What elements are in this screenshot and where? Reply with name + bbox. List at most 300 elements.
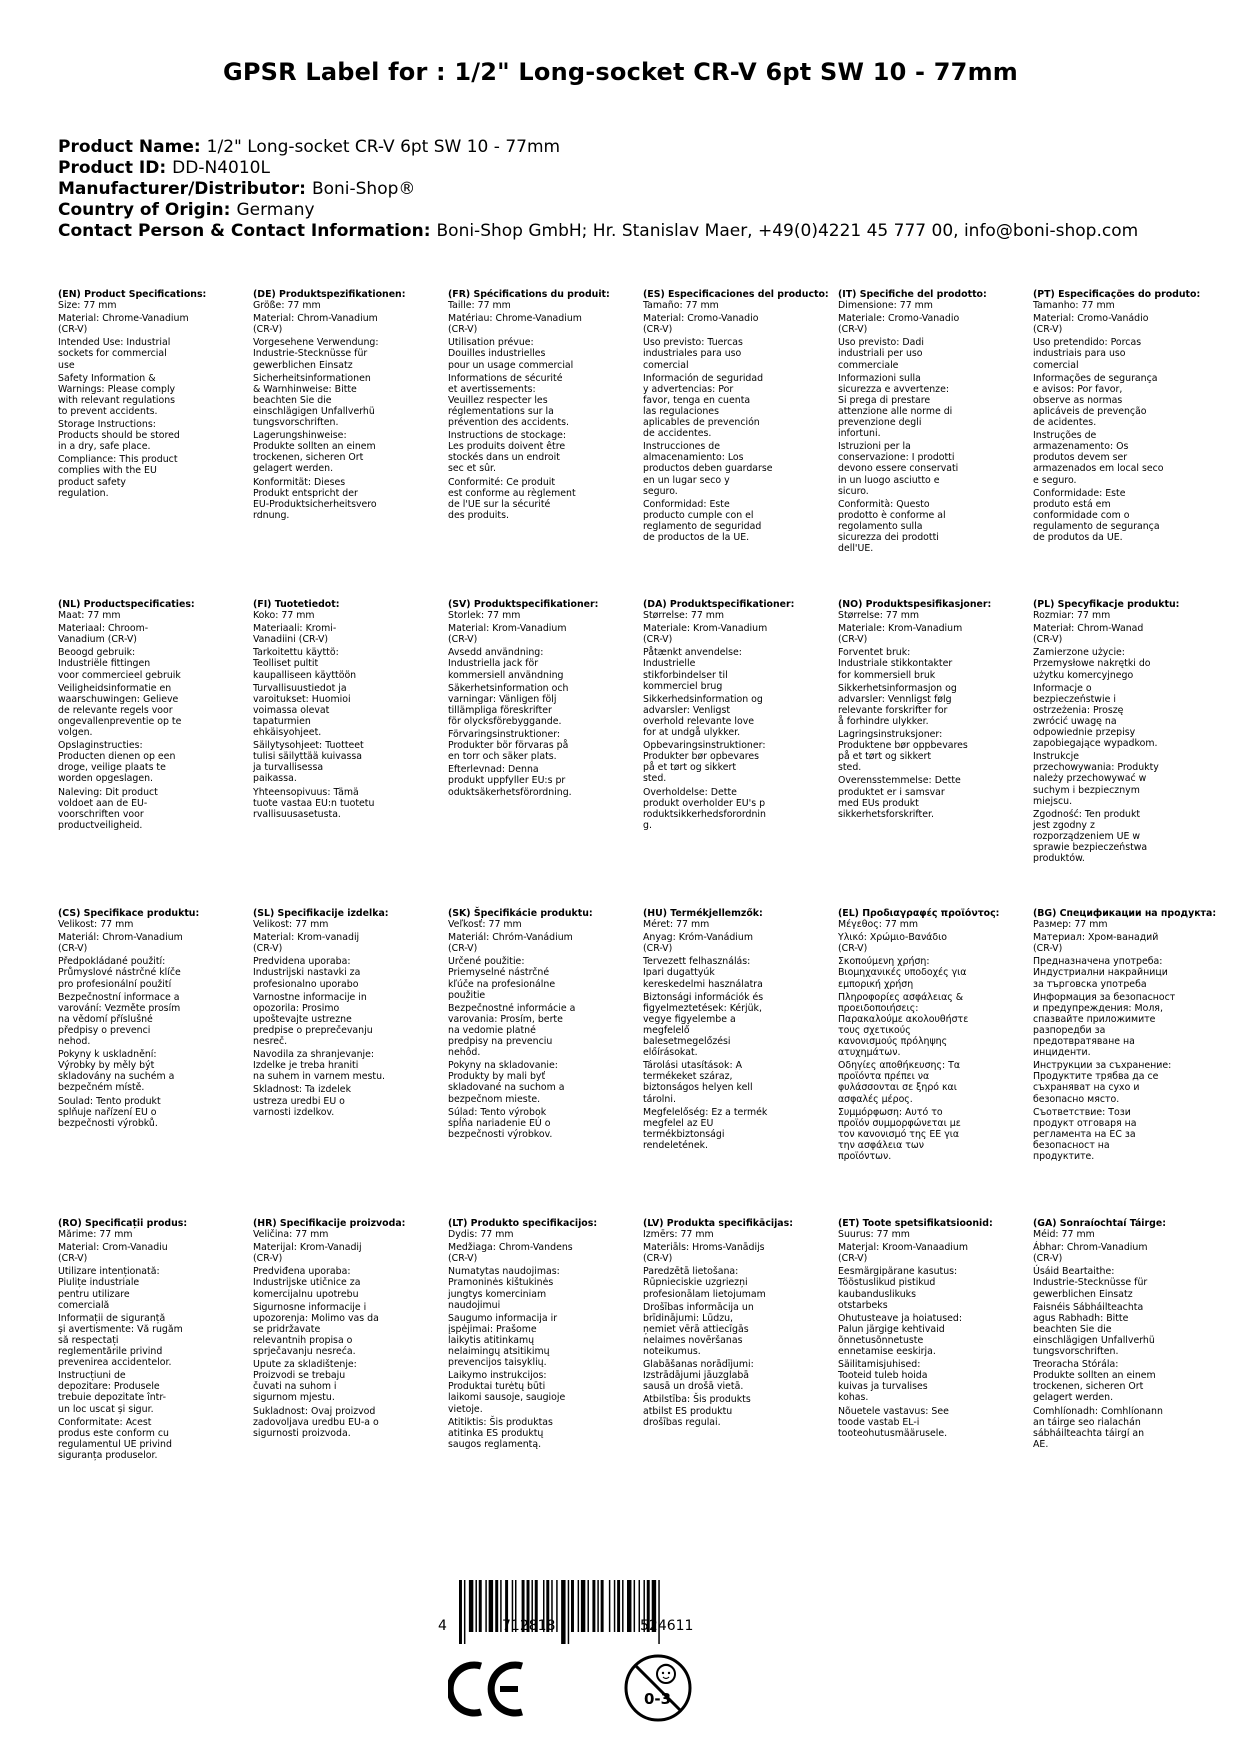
spec-line: producto cumple con el xyxy=(643,509,754,521)
spec-line: en torr och säker plats. xyxy=(448,751,557,763)
spec-line: kuivas ja turvalises xyxy=(838,1381,928,1393)
spec-line: in a dry, safe place. xyxy=(58,441,151,453)
spec-line: разпоредби за xyxy=(1033,1024,1106,1036)
spec-line: armazenamento: Os xyxy=(1033,441,1129,453)
spec-line: Предназначена употреба: xyxy=(1033,956,1163,968)
spec-line: Produktene bør oppbevares xyxy=(838,740,968,752)
spec-line: ņemiet vērā attiecīgās xyxy=(643,1323,749,1335)
spec-line: otstarbeks xyxy=(838,1299,888,1311)
spec-line: Säilitamisjuhised: xyxy=(838,1359,921,1371)
product-id-row xyxy=(58,158,1138,179)
spec-line: ongevallenpreventie op te xyxy=(58,715,182,727)
contact-label: Contact Person & Contact Information: xyxy=(58,221,431,241)
spec-line: atitinka ES produktų xyxy=(448,1427,544,1439)
spec-line: Uso previsto: Dadi xyxy=(838,337,924,349)
spec-line: kaubanduslikuks xyxy=(838,1288,916,1300)
spec-line: Tööstuslikud pistikud xyxy=(838,1277,936,1289)
spec-line: Sicherheitsinformationen xyxy=(253,372,371,384)
spec-line: Mărime: 77 mm xyxy=(58,1229,133,1241)
spec-line: komercijalnu upotrebu xyxy=(253,1288,359,1300)
spec-line: prévention des accidents. xyxy=(448,417,570,429)
spec-line: Produkte sollten an einem xyxy=(253,441,376,453)
spec-line: Vorgesehene Verwendung: xyxy=(253,337,379,349)
spec-line: des produits. xyxy=(448,509,509,521)
age-warning-text: 0-3 xyxy=(644,1690,672,1708)
spec-line: продуктите. xyxy=(1033,1150,1095,1162)
spec-line: Produkter bør opbevares xyxy=(643,751,759,763)
spec-line: biztonságos helyen kell xyxy=(643,1082,753,1094)
spec-line: Vanadium (CR-V) xyxy=(58,634,137,646)
spec-line: for at undgå ulykker. xyxy=(643,727,741,739)
spec-line: (CR-V) xyxy=(448,634,478,646)
spec-line: Teolliset pultit xyxy=(253,658,319,670)
spec-line: προϊόντα πρέπει να xyxy=(838,1071,930,1083)
spec-line: bezpečnosti výrobků. xyxy=(58,1117,158,1129)
spec-line: sigurnom mjestu. xyxy=(253,1392,335,1404)
spec-block-header: (FR) Spécifications du produit: xyxy=(448,289,610,300)
spec-line: (CR-V) xyxy=(253,1253,283,1265)
spec-block-sl xyxy=(253,908,431,1118)
spec-line: de acidentes. xyxy=(1033,417,1097,429)
spec-line: Tarkoitettu käyttö: xyxy=(253,647,339,659)
spec-line: nesreč. xyxy=(253,1036,288,1048)
spec-line: (CR-V) xyxy=(58,324,88,336)
product-info xyxy=(58,137,1138,242)
spec-block-header: (EL) Προδιαγραφές προϊόντος: xyxy=(838,908,1000,919)
spec-line: Materiāls: Hroms-Vanādijs xyxy=(643,1242,765,1254)
spec-line: rendeletének. xyxy=(643,1139,709,1151)
spec-line: (CR-V) xyxy=(838,943,868,955)
spec-block-en xyxy=(58,289,236,499)
spec-block-ro xyxy=(58,1218,236,1461)
spec-line: produtos devem ser xyxy=(1033,452,1128,464)
spec-line: Pokyny na skladovanie: xyxy=(448,1060,558,1072)
spec-block-lv xyxy=(643,1218,821,1428)
spec-line: τον κανονισμό της ΕΕ για xyxy=(838,1128,960,1140)
spec-line: Bezpečnostní informace a xyxy=(58,991,180,1003)
spec-line: en un lugar seco y xyxy=(643,474,730,486)
spec-line: Úsáid Beartaithe: xyxy=(1033,1266,1115,1278)
spec-block-header: (HU) Termékjellemzők: xyxy=(643,908,763,919)
spec-line: kohas. xyxy=(838,1392,869,1404)
spec-line: agus Rabhadh: Bitte xyxy=(1033,1312,1129,1324)
barcode-bar xyxy=(568,1580,569,1644)
spec-line: προϊόν συμμορφώνεται με xyxy=(838,1117,961,1129)
barcode-left-group: 712818 xyxy=(502,1618,556,1634)
spec-block-header: (EN) Product Specifications: xyxy=(58,289,207,300)
spec-line: (CR-V) xyxy=(58,943,88,955)
spec-line: Velikost: 77 mm xyxy=(58,919,134,931)
spec-line: de produtos da UE. xyxy=(1033,531,1123,543)
spec-line: Storlek: 77 mm xyxy=(448,610,521,622)
spec-line: regulamento de segurança xyxy=(1033,520,1160,532)
spec-line: (CR-V) xyxy=(643,324,673,336)
spec-line: un loc uscat și sigur. xyxy=(58,1403,154,1415)
spec-line: waarschuwingen: Gelieve xyxy=(58,693,179,705)
spec-line: за търговска употреба xyxy=(1033,978,1147,990)
spec-line: voimassa olevat xyxy=(253,704,330,716)
spec-line: спазвайте приложимите xyxy=(1033,1013,1156,1025)
spec-line: upoštevajte ustrezne xyxy=(253,1013,352,1025)
spec-line: seguro. xyxy=(643,485,678,497)
spec-line: las regulaciones xyxy=(643,405,719,417)
spec-line: Съответствие: Този xyxy=(1033,1106,1131,1118)
spec-line: Materiál: Chrom-Vanadium xyxy=(58,932,183,944)
spec-line: Conformidade: Este xyxy=(1033,487,1126,499)
spec-line: Säilytysohjeet: Tuotteet xyxy=(253,740,364,752)
barcode-right-group: 524611 xyxy=(640,1618,694,1634)
spec-block-header: (BG) Спецификации на продукта: xyxy=(1033,908,1217,919)
spec-line: Förvaringsinstruktioner: xyxy=(448,729,561,741)
spec-line: Numatytas naudojimas: xyxy=(448,1266,560,1278)
barcode-bar xyxy=(561,1580,565,1644)
spec-line: Conformité: Ce produit xyxy=(448,476,556,488)
spec-line: Dydis: 77 mm xyxy=(448,1229,514,1241)
spec-line: skladované na suchom a xyxy=(448,1082,565,1094)
spec-line: (CR-V) xyxy=(643,1253,673,1265)
spec-line: to prevent accidents. xyxy=(58,405,158,417)
spec-block-header: (DA) Produktspecifikationer: xyxy=(643,599,795,610)
spec-line: Megfelelőség: Ez a termék xyxy=(643,1106,768,1118)
spec-line: Drošības informācija un xyxy=(643,1301,754,1313)
spec-line: noteikumus. xyxy=(643,1346,701,1358)
spec-line: Materiaal: Chroom- xyxy=(58,623,149,635)
spec-line: să respectați xyxy=(58,1334,119,1346)
spec-line: Informacje o xyxy=(1033,682,1092,694)
spec-line: użytku komercyjnego xyxy=(1033,669,1134,681)
spec-line: predpisy na prevenciu xyxy=(448,1036,553,1048)
spec-line: õnnetusõnnetuste xyxy=(838,1334,924,1346)
spec-block-header: (NO) Produktspesifikasjoner: xyxy=(838,599,992,610)
spec-line: advarsler: Vennligst følg xyxy=(838,693,952,705)
spec-line: y advertencias: Por xyxy=(643,383,734,395)
spec-line: Información de seguridad xyxy=(643,372,764,384)
spec-line: profesionālam lietojumam xyxy=(643,1288,766,1300)
spec-line: Veiligheidsinformatie en xyxy=(58,682,172,694)
spec-block-header: (PT) Especificações do produto: xyxy=(1033,289,1201,300)
spec-line: Produkty by mali byť xyxy=(448,1071,546,1083)
spec-line: conservazione: I prodotti xyxy=(838,452,955,464)
spec-line: sockets for commercial xyxy=(58,348,167,360)
age-warning-icon xyxy=(622,1652,694,1724)
spec-line: Compliance: This product xyxy=(58,454,178,466)
spec-line: Industrie-Stecknüsse für xyxy=(1033,1277,1148,1289)
spec-block-hu xyxy=(643,908,821,1151)
spec-line: Opbevaringsinstruktioner: xyxy=(643,740,766,752)
spec-line: Výrobky by měly být xyxy=(58,1060,155,1072)
contact-row xyxy=(58,221,1138,242)
spec-line: de accidentes. xyxy=(643,428,712,440)
spec-line: Größe: 77 mm xyxy=(253,300,321,312)
spec-line: industriali per uso xyxy=(838,348,923,360)
spec-line: einschlägigen Unfallverhü xyxy=(253,405,375,417)
spec-line: Tamaño: 77 mm xyxy=(643,300,719,312)
spec-line: Materjal: Kroom-Vanaadium xyxy=(838,1242,968,1254)
spec-line: Industriale stikkontakter xyxy=(838,658,953,670)
spec-line: την ασφάλεια των xyxy=(838,1139,924,1151)
spec-line: se pridržavate xyxy=(253,1323,321,1335)
manufacturer-row xyxy=(58,179,1138,200)
spec-line: industriales para uso xyxy=(643,348,742,360)
spec-line: skladovány na suchém a xyxy=(58,1071,175,1083)
spec-line: sábháilteachta táirgí an xyxy=(1033,1427,1145,1439)
spec-line: (CR-V) xyxy=(838,634,868,646)
spec-line: regulation. xyxy=(58,487,109,499)
spec-line: kaupalliseen käyttöön xyxy=(253,669,357,681)
spec-line: Warnings: Please comply xyxy=(58,383,176,395)
spec-line: Douilles industrielles xyxy=(448,348,546,360)
spec-line: trockenen, sicheren Ort xyxy=(253,452,364,464)
spec-line: Størrelse: 77 mm xyxy=(643,610,725,622)
spec-line: atbilst ES produktu xyxy=(643,1405,733,1417)
spec-line: Tooteid tuleb hoida xyxy=(838,1370,928,1382)
spec-block-header: (SK) Špecifikácie produktu: xyxy=(448,908,593,919)
spec-block-header: (SL) Specifikacije izdelka: xyxy=(253,908,389,919)
spec-line: (CR-V) xyxy=(58,1253,88,1265)
spec-line: with relevant regulations xyxy=(58,394,176,406)
spec-line: de l'UE sur la sécurité xyxy=(448,498,551,510)
barcode-bar xyxy=(485,1580,486,1632)
spec-line: Tárolási utasítások: A xyxy=(643,1060,742,1072)
spec-line: Produkte sollten an einem xyxy=(1033,1370,1156,1382)
spec-line: Opslaginstructies: xyxy=(58,740,143,752)
spec-line: för olycksförebyggande. xyxy=(448,715,562,727)
spec-block-header: (PL) Specyfikacje produktu: xyxy=(1033,599,1180,610)
spec-block-header: (DE) Produktspezifikationen: xyxy=(253,289,406,300)
spec-line: tungsvorschriften. xyxy=(253,417,339,429)
spec-line: suchym i bezpiecznym xyxy=(1033,784,1140,796)
spec-line: Zamierzone użycie: xyxy=(1033,647,1125,659)
spec-line: stockés dans un endroit xyxy=(448,452,560,464)
spec-line: Proizvodi se trebaju xyxy=(253,1370,346,1382)
spec-line: Material: Chrome-Vanadium xyxy=(58,313,189,325)
product-name-row xyxy=(58,137,1138,158)
spec-line: Πληροφορίες ασφάλειας & xyxy=(838,991,964,1003)
spec-line: Informații de siguranță xyxy=(58,1312,166,1324)
spec-line: sigurnosti proizvoda. xyxy=(253,1427,351,1439)
spec-line: varování: Vezměte prosím xyxy=(58,1002,181,1014)
barcode-bar xyxy=(556,1580,557,1632)
spec-line: Инструкции за съхранение: xyxy=(1033,1060,1172,1072)
spec-line: Avsedd användning: xyxy=(448,647,544,659)
spec-line: upozorenja: Molimo vas da xyxy=(253,1312,379,1324)
spec-line: roduktsikkerhedsforordnin xyxy=(643,808,766,820)
spec-line: ehkäisyohjeet. xyxy=(253,727,322,739)
barcode-bar xyxy=(614,1580,615,1632)
spec-line: vegye figyelembe a xyxy=(643,1013,736,1025)
spec-line: (CR-V) xyxy=(448,1253,478,1265)
spec-line: kľúče na profesionálne xyxy=(448,978,556,990)
spec-line: comercial xyxy=(643,359,689,371)
spec-line: aplicables de prevención xyxy=(643,417,760,429)
barcode-bar xyxy=(469,1580,473,1632)
spec-line: ennetamise eeskirja. xyxy=(838,1346,936,1358)
spec-line: laikomi sausoje, saugioje xyxy=(448,1392,566,1404)
spec-line: (CR-V) xyxy=(1033,634,1063,646)
spec-line: Istruzioni per la xyxy=(838,441,911,453)
spec-line: Pramoninės kištukinės xyxy=(448,1277,554,1289)
spec-line: należy przechowywać w xyxy=(1033,773,1147,785)
spec-line: инциденти. xyxy=(1033,1047,1091,1059)
spec-line: Biztonsági információk és xyxy=(643,991,764,1003)
spec-line: odpowiednie przepisy xyxy=(1033,727,1136,739)
spec-line: de relevante regels voor xyxy=(58,704,173,716)
spec-line: ostrzeżenia: Proszę xyxy=(1033,704,1124,716)
spec-line: Izstrādājumi jāuzglabā xyxy=(643,1370,750,1382)
spec-block-el xyxy=(838,908,1016,1162)
spec-line: Méid: 77 mm xyxy=(1033,1229,1095,1241)
spec-line: Industrie-Stecknüsse für xyxy=(253,348,368,360)
spec-line: oduktsäkerhetsförordning. xyxy=(448,786,572,798)
spec-line: Υλικό: Χρώμιο-Βανάδιο xyxy=(838,932,947,944)
spec-line: est conforme au règlement xyxy=(448,487,576,499)
origin-label: Country of Origin: xyxy=(58,200,231,220)
spec-line: Turvallisuustiedot ja xyxy=(253,682,347,694)
spec-line: Predviđena uporaba: xyxy=(253,1266,351,1278)
spec-line: gelagert werden. xyxy=(1033,1392,1114,1404)
spec-line: φυλάσσονται σε ξηρό και xyxy=(838,1082,957,1094)
spec-line: jungtys komerciniam xyxy=(448,1288,547,1300)
spec-line: Products should be stored xyxy=(58,430,180,442)
spec-line: prevenirea accidentelor. xyxy=(58,1357,172,1369)
origin-row xyxy=(58,200,1138,221)
spec-block-bg xyxy=(1033,908,1217,1162)
spec-line: tapaturmien xyxy=(253,715,311,727)
spec-line: pour un usage commercial xyxy=(448,359,574,371)
spec-line: Säkerhetsinformation och xyxy=(448,682,569,694)
spec-line: Material: Krom-vanadij xyxy=(253,932,360,944)
spec-line: na vědomí příslušné xyxy=(58,1013,153,1025)
spec-line: Industriële fittingen xyxy=(58,658,151,670)
spec-line: Medžiaga: Chrom-Vandens xyxy=(448,1242,573,1254)
spec-line: (CR-V) xyxy=(1033,324,1063,336)
manufacturer-value: Boni-Shop® xyxy=(311,179,416,199)
spec-line: Suurus: 77 mm xyxy=(838,1229,910,1241)
spec-line: produkt uppfyller EU:s pr xyxy=(448,775,566,787)
spec-block-pt xyxy=(1033,289,1211,543)
spec-line: čuvati na suhom i xyxy=(253,1381,337,1393)
spec-line: Materijal: Krom-Vanadij xyxy=(253,1242,362,1254)
product-name-value: 1/2" Long-socket CR-V 6pt SW 10 - 77mm xyxy=(206,137,561,157)
spec-line: splňuje nařízení EU o xyxy=(58,1106,157,1118)
spec-line: Παρακαλούμε ακολουθήστε xyxy=(838,1013,969,1025)
spec-line: Βιομηχανικές υποδοχές για xyxy=(838,967,967,979)
spec-line: jest zgodny z xyxy=(1033,819,1095,831)
spec-line: Σκοπούμενη χρήση: xyxy=(838,956,930,968)
spec-line: complies with the EU xyxy=(58,465,157,477)
spec-line: rvallisuusasetusta. xyxy=(253,808,341,820)
spec-line: Forventet bruk: xyxy=(838,647,911,659)
spec-line: overhold relevante love xyxy=(643,715,755,727)
spec-line: comercială xyxy=(58,1299,110,1311)
spec-line: infortuni. xyxy=(838,428,881,440)
barcode-bar xyxy=(578,1580,579,1632)
spec-line: Conformidad: Este xyxy=(643,498,730,510)
spec-line: varningar: Vänligen följ xyxy=(448,693,557,705)
spec-line: Pokyny k uskladnění: xyxy=(58,1049,157,1061)
spec-line: Size: 77 mm xyxy=(58,300,117,312)
spec-line: и предупреждения: Моля, xyxy=(1033,1002,1163,1014)
spec-line: Predvidena uporaba: xyxy=(253,956,351,968)
spec-line: beachten Sie die xyxy=(1033,1323,1112,1335)
spec-line: Conformità: Questo xyxy=(838,498,930,510)
spec-block-header: (LT) Produkto specifikacijos: xyxy=(448,1218,598,1229)
barcode-bar xyxy=(627,1580,631,1632)
spec-line: Συμμόρφωση: Αυτό το xyxy=(838,1106,943,1118)
spec-line: Instruções de xyxy=(1033,430,1097,442)
spec-line: voorschriften voor xyxy=(58,808,144,820)
spec-line: & Warnhinweise: Bitte xyxy=(253,383,357,395)
spec-line: kereskedelmi használatra xyxy=(643,978,763,990)
spec-line: advarsler: Venligst xyxy=(643,704,731,716)
spec-block-da xyxy=(643,599,821,831)
spec-line: megfelelő xyxy=(643,1024,690,1036)
spec-line: Overholdelse: Dette xyxy=(643,786,737,798)
spec-line: Méret: 77 mm xyxy=(643,919,710,931)
spec-line: Matériau: Chrome-Vanadium xyxy=(448,313,582,325)
barcode-bar xyxy=(592,1580,595,1632)
spec-line: produs este conform cu xyxy=(58,1427,169,1439)
barcode-bar xyxy=(475,1580,476,1632)
spec-line: Yhteensopivuus: Tämä xyxy=(253,786,359,798)
spec-line: paikassa. xyxy=(253,773,297,785)
spec-block-it xyxy=(838,289,1016,554)
spec-line: τους σχετικούς xyxy=(838,1024,911,1036)
spec-block-cs xyxy=(58,908,236,1129)
spec-line: Paredzētā lietošana: xyxy=(643,1266,739,1278)
spec-line: e seguro. xyxy=(1033,474,1077,486)
spec-block-header: (SV) Produktspecifikationer: xyxy=(448,599,599,610)
spec-block-header: (NL) Productspecificaties: xyxy=(58,599,195,610)
contact-value: Boni-Shop GmbH; Hr. Stanislav Maer, +49(0)4221 45 777 00, info@boni-shop.com xyxy=(436,221,1139,241)
spec-line: (CR-V) xyxy=(253,943,283,955)
spec-line: Instrucciones de xyxy=(643,441,721,453)
spec-line: an táirge seo rialachán xyxy=(1033,1416,1141,1428)
spec-line: brīdinājumi: Lūdzu, xyxy=(643,1312,734,1324)
spec-block-de xyxy=(253,289,431,521)
spec-line: předpisy o prevenci xyxy=(58,1024,151,1036)
spec-line: varoitukset: Huomioi xyxy=(253,693,351,705)
spec-line: (CR-V) xyxy=(448,943,478,955)
spec-line: Sikkerhedsinformation og xyxy=(643,693,763,705)
spec-line: Zgodność: Ten produkt xyxy=(1033,808,1141,820)
spec-line: AE. xyxy=(1033,1438,1049,1450)
spec-block-header: (ES) Especificaciones del producto: xyxy=(643,289,829,300)
spec-line: Určené použitie: xyxy=(448,956,525,968)
spec-line: Storage Instructions: xyxy=(58,419,156,431)
spec-line: Industrielle xyxy=(643,658,696,670)
spec-line: Sikkerhetsinformasjon og xyxy=(838,682,957,694)
spec-line: Veličina: 77 mm xyxy=(253,1229,329,1241)
spec-line: comercial xyxy=(1033,359,1079,371)
spec-line: Upute za skladištenje: xyxy=(253,1359,357,1371)
spec-line: și avertismente: Vă rugăm xyxy=(58,1323,183,1335)
spec-line: Rūpnieciskie uzgriezņi xyxy=(643,1277,748,1289)
spec-line: productos deben guardarse xyxy=(643,463,773,475)
spec-line: Materiaali: Kromi- xyxy=(253,623,337,635)
spec-line: Overensstemmelse: Dette xyxy=(838,775,961,787)
spec-line: Materiale: Krom-Vanadium xyxy=(643,623,768,635)
spec-line: på et tørt og sikkert xyxy=(643,762,736,774)
spec-line: Informations de sécurité xyxy=(448,372,563,384)
spec-line: produktów. xyxy=(1033,853,1085,865)
spec-line: regulamentul UE privind xyxy=(58,1438,172,1450)
spec-line: použitie xyxy=(448,989,486,1001)
spec-line: product safety xyxy=(58,476,126,488)
spec-line: bezpečnosti výrobkov. xyxy=(448,1128,553,1140)
spec-block-sv xyxy=(448,599,626,798)
spec-line: drošības regulai. xyxy=(643,1416,721,1428)
